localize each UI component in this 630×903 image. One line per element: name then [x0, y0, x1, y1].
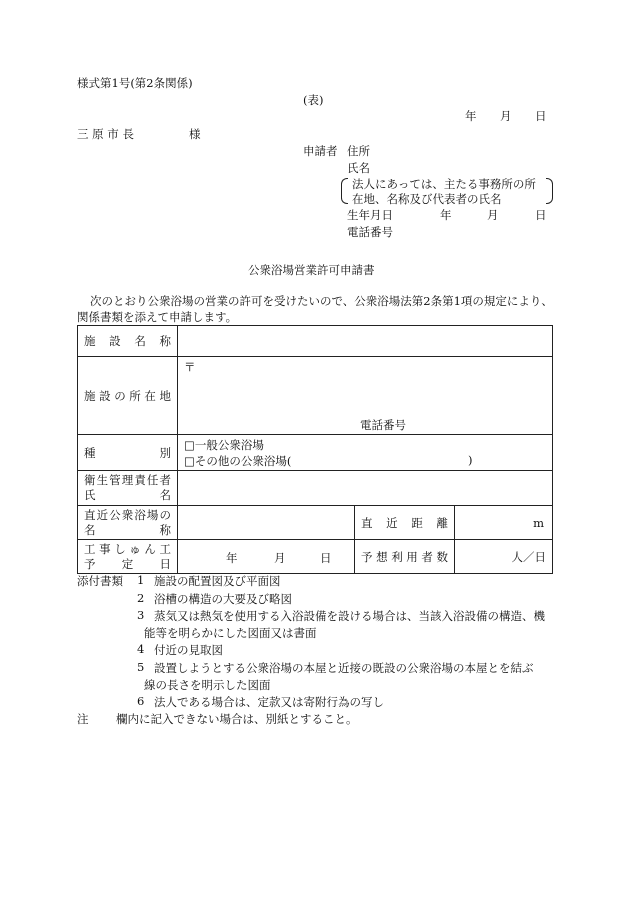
attachment-text: 蒸気又は熱気を使用する入浴設備を設ける場合は、当該入浴設備の構造、機 — [154, 609, 545, 623]
intro-line2: 関係書類を添えて申請します。 — [77, 310, 238, 324]
birth-day-label: 日 — [535, 208, 547, 222]
label-char: 予 — [361, 549, 373, 564]
construction-day-label: 日 — [320, 551, 332, 565]
label-char: ゅ — [129, 541, 141, 556]
facility-name-label — [78, 326, 178, 357]
postal-mark: 〒 — [184, 360, 196, 374]
attachment-text: 付近の見取図 — [154, 643, 223, 657]
label-char: 利 — [391, 549, 403, 564]
distance-label-text — [361, 515, 448, 531]
attachment-num: 4 — [137, 642, 145, 656]
left-bracket — [341, 178, 348, 204]
label-char: 管 — [109, 473, 121, 487]
birth-label: 生年月日 — [347, 208, 393, 222]
label-char: 者 — [159, 473, 171, 487]
label-char: 任 — [146, 473, 159, 487]
corporation-note-line2: 在地、名称及び代表者の氏名 — [352, 192, 502, 206]
construction-label — [78, 540, 178, 574]
label-char: 理 — [121, 473, 134, 487]
label-char: 所 — [129, 388, 141, 403]
form-side: (表) — [303, 93, 324, 107]
form-number: 様式第1号(第2条関係) — [77, 76, 193, 90]
attachments-label: 添付書類 — [77, 574, 123, 588]
birth-year-label: 年 — [440, 208, 452, 222]
note-text: 欄内に記入できない場合は、別紙とすること。 — [116, 712, 358, 726]
label-char: 場 — [146, 507, 159, 522]
type-option-other[interactable]: □その他の公衆浴場( — [184, 453, 292, 468]
intro-line1: 次のとおり公衆浴場の営業の許可を受けたいので、公衆浴場法第2条第1項の規定により、 — [90, 294, 553, 308]
label-char: 直 — [361, 515, 373, 530]
type-option-general[interactable]: □一般公衆浴場 — [184, 437, 264, 452]
attachment-text: 浴槽の構造の大要及び略図 — [154, 592, 292, 606]
label-char: 衛 — [84, 473, 96, 487]
label-char: し — [114, 541, 126, 556]
type-option-other-close: ) — [468, 452, 473, 467]
document-title: 公衆浴場営業許可申請書 — [248, 263, 375, 277]
construction-month-label: 月 — [274, 551, 286, 565]
label-char: 称 — [159, 334, 171, 348]
row-type — [78, 435, 553, 471]
row-construction — [78, 540, 553, 574]
label-char: 予 — [84, 556, 96, 571]
label-char: 公 — [109, 507, 121, 522]
addressee-suffix: 様 — [189, 127, 201, 141]
label-char: 距 — [411, 515, 423, 530]
facility-location-field[interactable] — [178, 357, 553, 435]
attachment-num: 1 — [137, 573, 145, 587]
construction-label-line1 — [84, 542, 171, 557]
label-char: 離 — [436, 515, 448, 530]
manager-label — [78, 471, 178, 506]
label-char: 定 — [121, 556, 134, 571]
attachment-text: 設置しようとする公衆浴場の本屋と近接の既設の公衆浴場の本屋とを結ぶ — [154, 661, 534, 675]
label-char: 近 — [386, 515, 398, 530]
distance-field[interactable] — [455, 506, 553, 540]
label-char: 施 — [84, 334, 96, 348]
construction-label-line2 — [84, 557, 171, 572]
label-char: 別 — [159, 445, 171, 460]
attachment-num: 3 — [137, 608, 145, 622]
expected-users-text — [361, 549, 448, 565]
attachment-text-cont: 線の長さを明示した図面 — [144, 678, 271, 692]
note-label: 注 — [77, 712, 89, 726]
attachment-num: 5 — [137, 660, 145, 674]
distance-label — [355, 506, 455, 540]
birth-month-label: 月 — [487, 208, 499, 222]
manager-label-line2 — [84, 488, 171, 503]
type-label — [78, 435, 178, 471]
label-char: 名 — [84, 522, 96, 537]
row-facility-name — [78, 326, 553, 357]
construction-year-label: 年 — [226, 551, 238, 565]
label-char: 生 — [96, 473, 109, 487]
row-manager — [78, 471, 553, 506]
application-table — [77, 325, 553, 574]
label-char: 名 — [134, 334, 146, 348]
label-char: 工 — [84, 541, 96, 556]
manager-label-line1 — [84, 473, 171, 488]
type-option-other-row — [184, 453, 552, 469]
label-char: 者 — [421, 549, 433, 564]
expected-users-field[interactable] — [455, 540, 553, 574]
attachment-num: 6 — [137, 694, 145, 708]
label-char: 在 — [144, 388, 156, 403]
row-nearest — [78, 506, 553, 540]
phone-label: 電話番号 — [347, 225, 393, 239]
label-char: 直 — [84, 507, 96, 522]
label-char: 氏 — [84, 488, 96, 502]
label-char: 日 — [159, 556, 171, 571]
attachment-num: 2 — [137, 591, 145, 605]
nearest-label-line1 — [84, 508, 171, 523]
construction-date-field[interactable] — [178, 540, 355, 574]
label-char: 責 — [134, 473, 146, 487]
expected-users-label — [355, 540, 455, 574]
label-char: 名 — [159, 488, 171, 502]
label-char: ん — [144, 541, 156, 556]
attachment-text: 施設の配置図及び平面図 — [154, 574, 281, 588]
date-month-label: 月 — [500, 109, 512, 123]
label-char: 近 — [96, 507, 109, 522]
label-char: 称 — [159, 522, 171, 537]
nearest-label — [78, 506, 178, 540]
label-char: 設 — [99, 388, 111, 403]
label-char: 施 — [84, 388, 96, 403]
facility-name-field[interactable] — [178, 326, 553, 357]
location-phone-label: 電話番号 — [360, 418, 406, 432]
label-char: 地 — [159, 388, 171, 403]
label-char: 設 — [109, 334, 121, 348]
label-char: 想 — [376, 549, 388, 564]
label-char: 用 — [406, 549, 418, 564]
name-label: 氏名 — [347, 161, 370, 175]
label-char: 浴 — [134, 507, 146, 522]
facility-location-text — [84, 388, 171, 404]
address-label: 住所 — [347, 144, 370, 158]
manager-field[interactable] — [178, 471, 553, 506]
nearest-name-field[interactable] — [178, 506, 355, 540]
corporation-note-line1: 法人にあっては、主たる事務所の所 — [352, 177, 536, 191]
distance-unit: m — [533, 515, 545, 530]
attachment-text: 法人である場合は、定款又は寄附行為の写し — [154, 695, 384, 709]
attachment-text-cont: 能等を明らかにした図面又は書面 — [144, 626, 317, 640]
label-char: 種 — [84, 445, 96, 460]
label-char: 数 — [436, 549, 448, 564]
row-facility-location — [78, 357, 553, 435]
applicant-label: 申請者 — [303, 144, 338, 158]
addressee: 三 原 市 長 — [77, 127, 134, 141]
nearest-label-line2 — [84, 523, 171, 538]
right-bracket — [546, 178, 553, 204]
date-day-label: 日 — [535, 109, 547, 123]
facility-location-label — [78, 357, 178, 435]
label-char: の — [159, 507, 171, 522]
date-year-label: 年 — [465, 109, 477, 123]
label-char: 工 — [159, 541, 171, 556]
type-label-text — [84, 445, 171, 461]
label-char: の — [114, 388, 126, 403]
label-char: 衆 — [121, 507, 134, 522]
label-char: 事 — [99, 541, 111, 556]
type-options — [178, 435, 553, 471]
expected-users-unit: 人／日 — [511, 549, 547, 564]
